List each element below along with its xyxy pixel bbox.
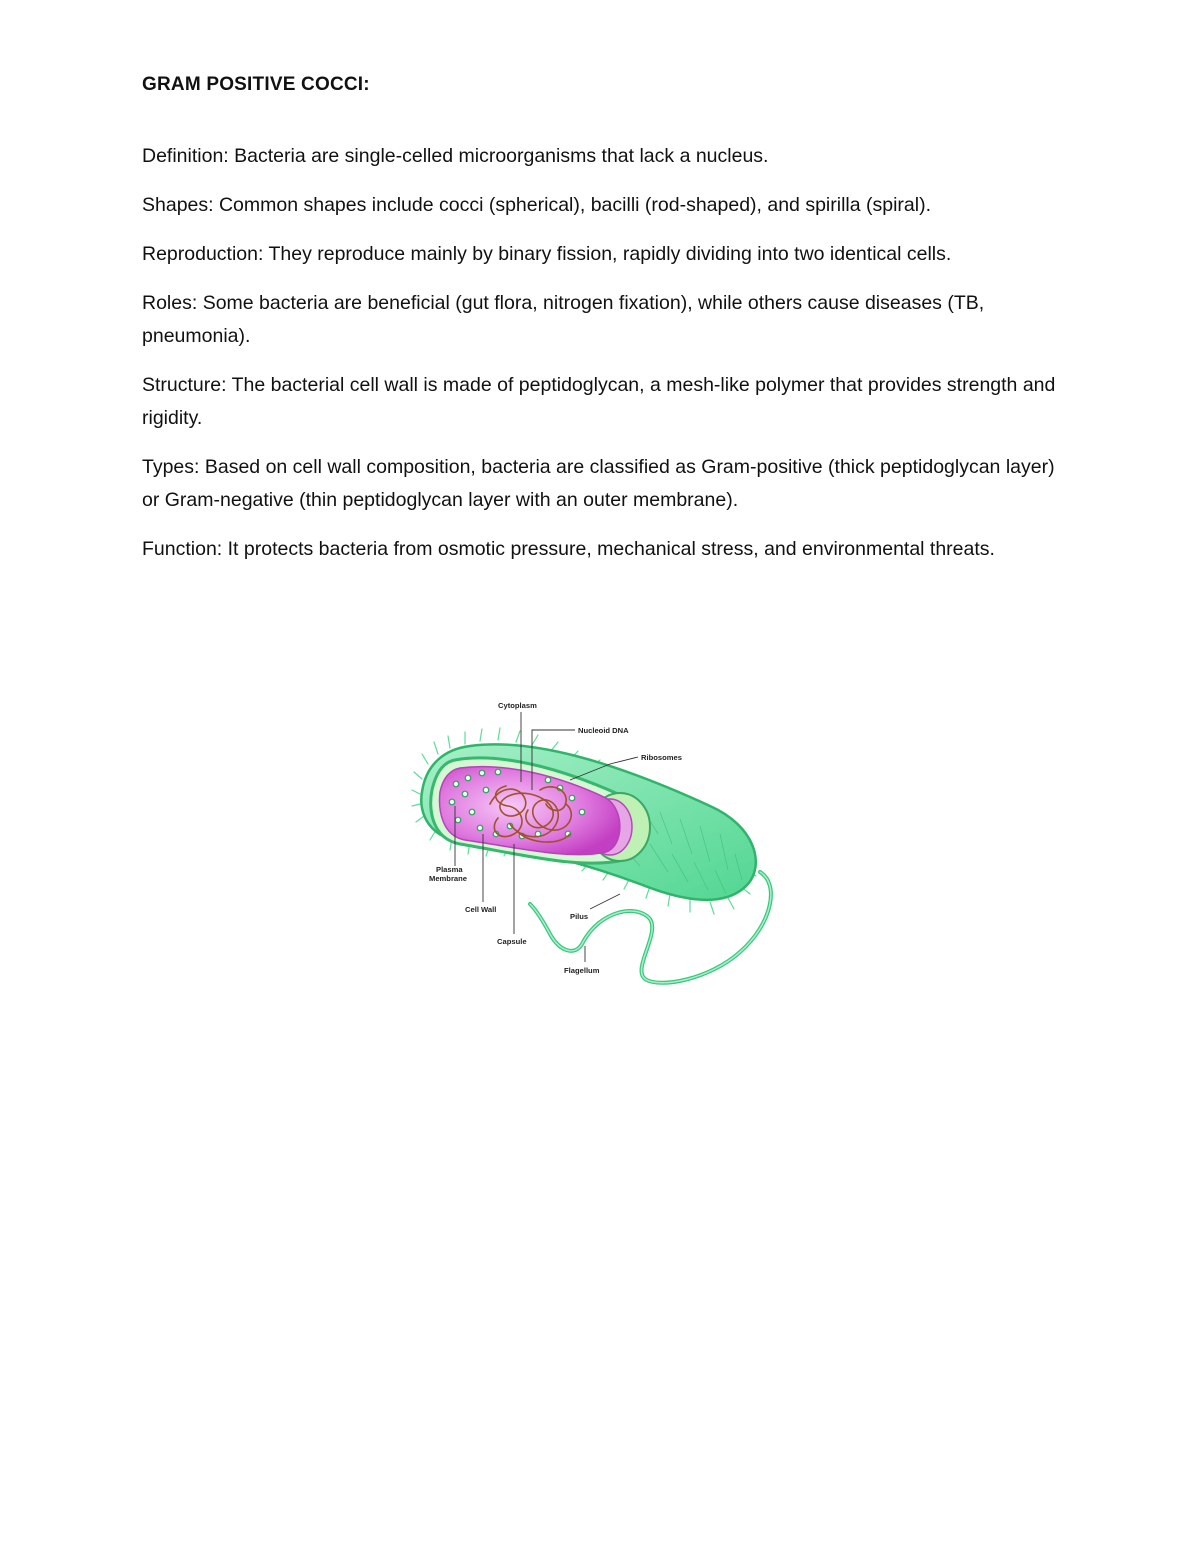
label-flagellum: Flagellum bbox=[564, 966, 600, 975]
reproduction-paragraph: Reproduction: They reproduce mainly by binary fission, rapidly dividing into two identical cells. bbox=[142, 243, 952, 265]
label-plasma: Plasma bbox=[436, 865, 463, 874]
roles-paragraph: Roles: Some bacteria are beneficial (gut flora, nitrogen fixation), while others cause diseases (TB, pneumonia). bbox=[142, 292, 985, 347]
bacterium-diagram bbox=[410, 694, 790, 994]
label-membrane: Membrane bbox=[429, 874, 467, 883]
label-cell-wall: Cell Wall bbox=[465, 905, 497, 914]
definition-paragraph: Definition: Bacteria are single-celled microorganisms that lack a nucleus. bbox=[142, 145, 769, 167]
function-paragraph: Function: It protects bacteria from osmotic pressure, mechanical stress, and environmental threats. bbox=[142, 538, 995, 560]
label-ribosomes: Ribosomes bbox=[641, 753, 682, 762]
structure-paragraph: Structure: The bacterial cell wall is made of peptidoglycan, a mesh-like polymer that provides strength and rigidity. bbox=[142, 374, 1056, 429]
types-paragraph: Types: Based on cell wall composition, bacteria are classified as Gram-positive (thick peptidoglycan layer) or Gram-negative (thin peptidoglycan layer with an outer membrane). bbox=[142, 456, 1055, 511]
bacterium-illustration bbox=[410, 694, 790, 994]
page-title: GRAM POSITIVE COCCI: bbox=[142, 74, 370, 95]
label-nucleoid-dna: Nucleoid DNA bbox=[578, 726, 629, 735]
label-cytoplasm: Cytoplasm bbox=[498, 701, 537, 710]
shapes-paragraph: Shapes: Common shapes include cocci (spherical), bacilli (rod-shaped), and spirilla (spiral). bbox=[142, 194, 932, 216]
body-text bbox=[142, 140, 1062, 582]
label-pilus: Pilus bbox=[570, 912, 589, 921]
label-capsule: Capsule bbox=[497, 937, 527, 946]
